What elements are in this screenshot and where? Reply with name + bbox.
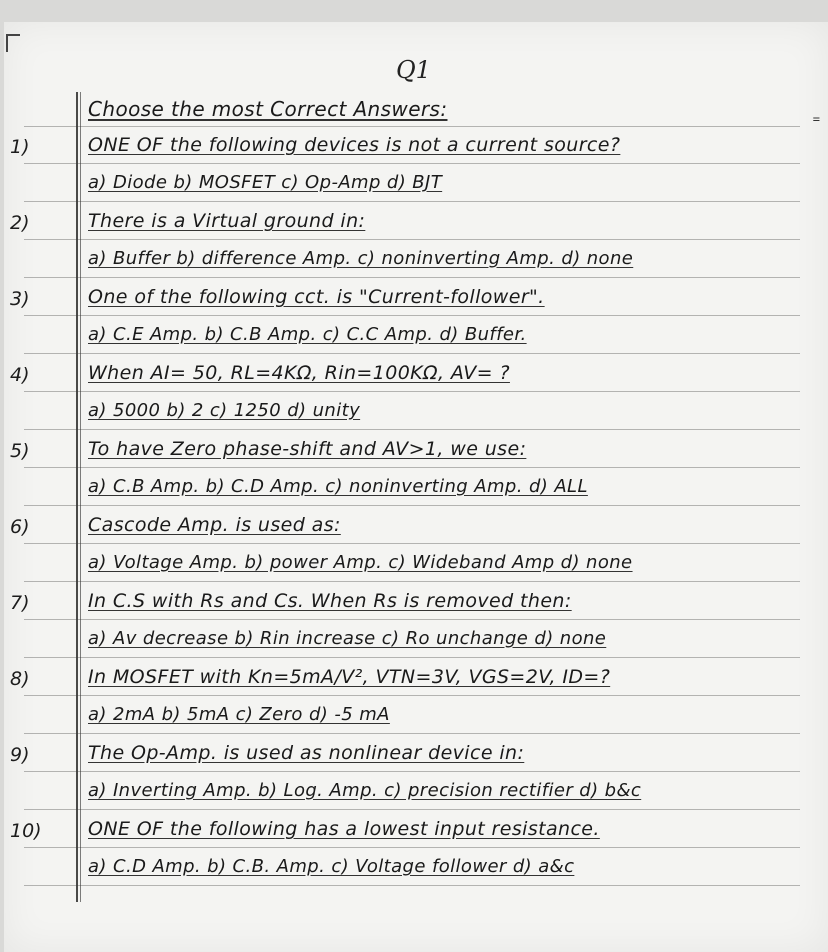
corner-mark bbox=[6, 34, 20, 36]
question-number: 6) bbox=[10, 516, 30, 538]
ruled-line bbox=[24, 353, 800, 354]
question-row bbox=[0, 816, 828, 850]
ruled-line bbox=[24, 809, 800, 810]
question-row bbox=[0, 588, 828, 622]
answer-row bbox=[0, 854, 828, 888]
question-text: When AI= 50, RL=4KΩ, Rin=100KΩ, AV= ? bbox=[88, 362, 510, 384]
ruled-line bbox=[24, 277, 800, 278]
answer-options: a) 2mA b) 5mA c) Zero d) -5 mA bbox=[88, 704, 390, 725]
ruled-line bbox=[24, 619, 800, 620]
answer-options: a) Inverting Amp. b) Log. Amp. c) precision rectifier d) b&c bbox=[88, 780, 642, 801]
ruled-line bbox=[24, 733, 800, 734]
question-row bbox=[0, 436, 828, 470]
question-number: 2) bbox=[10, 212, 30, 234]
answer-options: a) C.B Amp. b) C.D Amp. c) noninverting Amp. d) ALL bbox=[88, 476, 588, 497]
ruled-line bbox=[24, 543, 800, 544]
instructions-heading: Choose the most Correct Answers: bbox=[88, 97, 448, 121]
ruled-line bbox=[24, 657, 800, 658]
question-row bbox=[0, 664, 828, 698]
question-text: One of the following cct. is "Current-follower". bbox=[88, 286, 545, 308]
ruled-line bbox=[24, 391, 800, 392]
question-text: The Op-Amp. is used as nonlinear device in: bbox=[88, 742, 525, 764]
question-text: To have Zero phase-shift and AV>1, we use: bbox=[88, 438, 527, 460]
answer-row bbox=[0, 702, 828, 736]
question-text: In C.S with Rs and Cs. When Rs is removed then: bbox=[88, 590, 572, 612]
question-number: 4) bbox=[10, 364, 30, 386]
ruled-line bbox=[24, 885, 800, 886]
page-header: Q1 bbox=[396, 56, 431, 84]
answer-options: a) C.E Amp. b) C.B Amp. c) C.C Amp. d) Buffer. bbox=[88, 324, 527, 345]
ruled-line bbox=[24, 581, 800, 582]
ruled-line bbox=[24, 315, 800, 316]
answer-row bbox=[0, 246, 828, 280]
answer-row bbox=[0, 626, 828, 660]
question-text: In MOSFET with Kn=5mA/V², VTN=3V, VGS=2V, ID=? bbox=[88, 666, 611, 688]
question-row bbox=[0, 740, 828, 774]
answer-options: a) C.D Amp. b) C.B. Amp. c) Voltage follower d) a&c bbox=[88, 856, 575, 877]
question-number: 10) bbox=[10, 820, 42, 842]
answer-row bbox=[0, 322, 828, 356]
heading-row bbox=[0, 95, 828, 129]
answer-options: a) 5000 b) 2 c) 1250 d) unity bbox=[88, 400, 361, 421]
answer-row bbox=[0, 778, 828, 812]
question-row bbox=[0, 132, 828, 166]
ruled-line bbox=[24, 695, 800, 696]
question-number: 9) bbox=[10, 744, 30, 766]
side-mark: = bbox=[812, 112, 820, 126]
ruled-line bbox=[24, 771, 800, 772]
question-text: ONE OF the following has a lowest input resistance. bbox=[88, 818, 600, 840]
question-text: ONE OF the following devices is not a current source? bbox=[88, 134, 621, 156]
ruled-line bbox=[24, 505, 800, 506]
answer-row bbox=[0, 474, 828, 508]
question-number: 8) bbox=[10, 668, 30, 690]
ruled-line bbox=[24, 201, 800, 202]
question-row bbox=[0, 284, 828, 318]
question-row bbox=[0, 360, 828, 394]
answer-options: a) Voltage Amp. b) power Amp. c) Wideband Amp d) none bbox=[88, 552, 633, 573]
question-row bbox=[0, 512, 828, 546]
ruled-line bbox=[24, 467, 800, 468]
question-number: 7) bbox=[10, 592, 30, 614]
ruled-line bbox=[24, 239, 800, 240]
ruled-line bbox=[24, 126, 800, 127]
answer-options: a) Diode b) MOSFET c) Op-Amp d) BJT bbox=[88, 172, 443, 193]
ruled-line bbox=[24, 429, 800, 430]
answer-options: a) Buffer b) difference Amp. c) noninverting Amp. d) none bbox=[88, 248, 634, 269]
question-number: 5) bbox=[10, 440, 30, 462]
answer-options: a) Av decrease b) Rin increase c) Ro unchange d) none bbox=[88, 628, 607, 649]
ruled-line bbox=[24, 163, 800, 164]
question-text: Cascode Amp. is used as: bbox=[88, 514, 341, 536]
question-number: 3) bbox=[10, 288, 30, 310]
question-row bbox=[0, 208, 828, 242]
answer-row bbox=[0, 550, 828, 584]
ruled-line bbox=[24, 847, 800, 848]
answer-row bbox=[0, 170, 828, 204]
answer-row bbox=[0, 398, 828, 432]
question-text: There is a Virtual ground in: bbox=[88, 210, 366, 232]
question-number: 1) bbox=[10, 136, 30, 158]
corner-mark-vertical bbox=[6, 34, 8, 52]
